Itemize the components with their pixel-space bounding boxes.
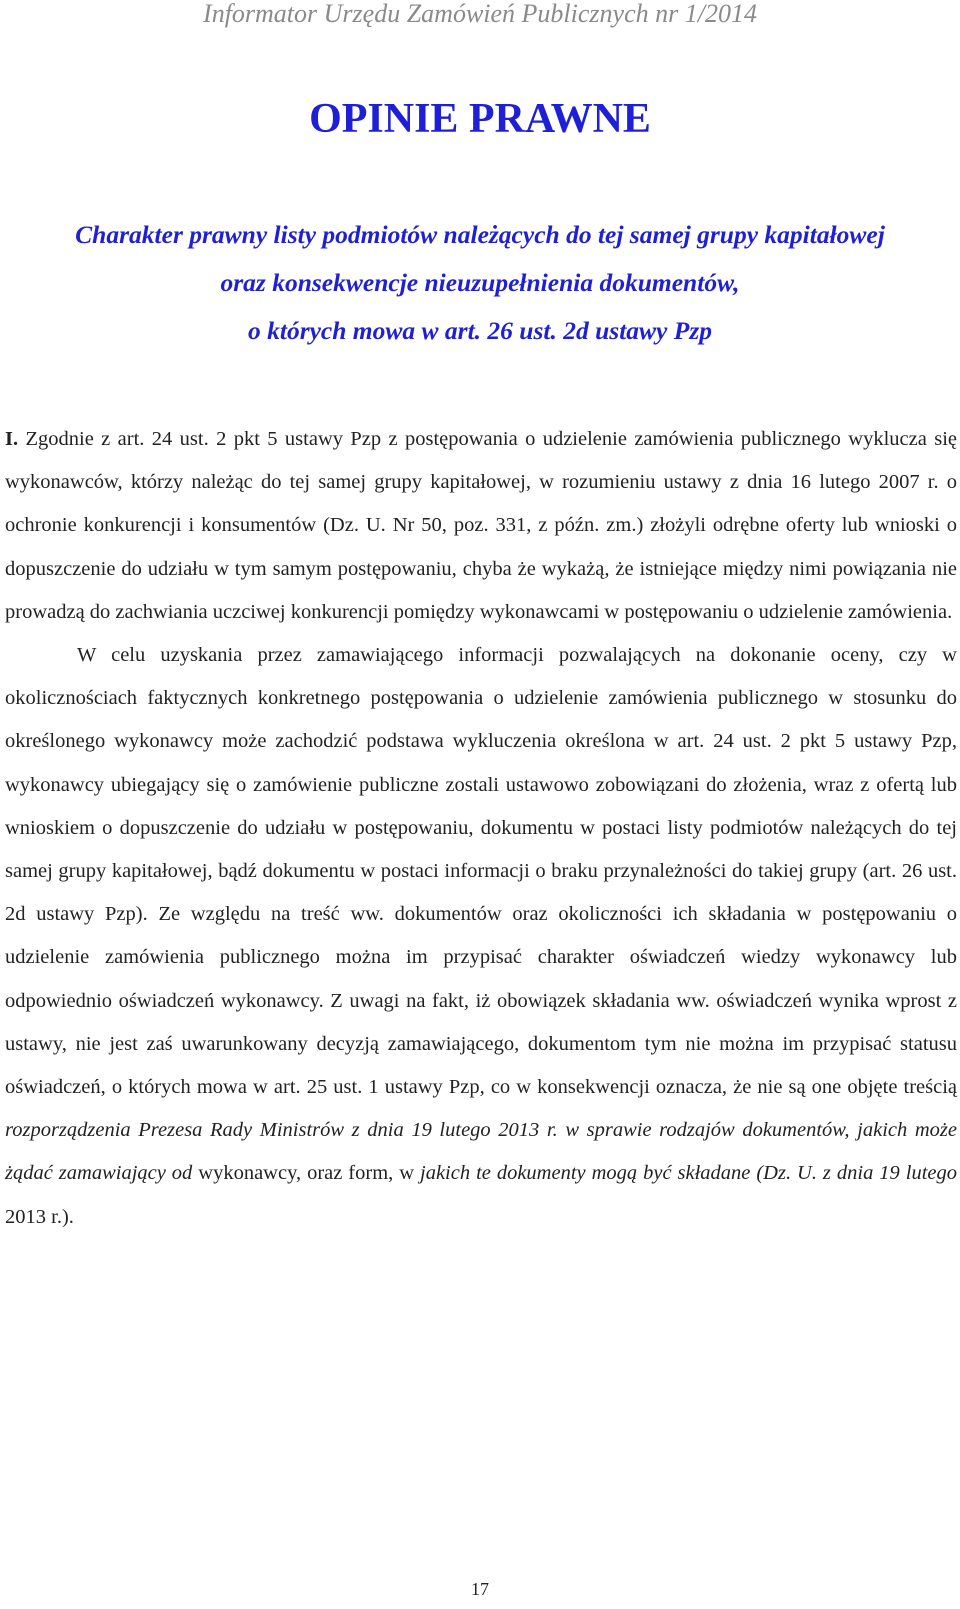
- paragraph-1: [5, 418, 957, 634]
- paragraph-2-text: W celu uzyskania przez zamawiającego informacji pozwalających na dokonanie oceny, czy w okolicznościach faktycznych konkretnego postępowania o udzielenie zamówienia publicznego w stosunku do określonego wykonawcy może zachodzić podstawa wykluczenia określona w art. 24 ust. 2 pkt 5 ustawy Pzp, wykonawcy ubiegający się o zamówienie publiczne zostali ustawowo zobowiązani do złożenia, wraz z ofertą lub wnioskiem o dopuszczenie do udziału w postępowaniu, dokumentu w postaci listy podmiotów należących do tej samej grupy kapitałowej, bądź dokumentu w postaci informacji o braku przynależności do takiej grupy (art. 26 ust. 2d ustawy Pzp). Ze względu na treść ww. dokumentów oraz okoliczności ich składania w postępowaniu o udzielenie zamówienia publicznego można im przypisać charakter oświadczeń wiedzy wykonawcy lub odpowiednio oświadczeń wykonawcy. Z uwagi na fakt, iż obowiązek składania ww. oświadczeń wynika wprost z ustawy, nie jest zaś uwarunkowany decyzją zamawiającego, dokumentom tym nie można im przypisać statusu oświadczeń, o których mowa w art. 25 ust. 1 ustawy Pzp, co w konsekwencji oznacza, że nie są one objęte treścią: [5, 644, 957, 1099]
- running-header: Informator Urzędu Zamówień Publicznych nr 1/2014: [203, 0, 757, 28]
- regulation-title-part-1: rozporządzenia Prezesa Rady Ministrów z dnia 19 lutego 2013 r. w sprawie rodzajów dokumentów, jakich może żądać zamawiający od: [5, 1119, 957, 1185]
- paragraph-1-text: Zgodnie z art. 24 ust. 2 pkt 5 ustawy Pzp z postępowania o udzielenie zamówienia publicznego wyklucza się wykonawców, którzy należąc do tej samej grupy kapitałowej, w rozumieniu ustawy z dnia 16 lutego 2007 r. o ochronie konkurencji i konsumentów (Dz. U. Nr 50, poz. 331, z późn. zm.) złożyli odrębne oferty lub wnioski o dopuszczenie do udziału w tym samym postępowaniu, chyba że wykażą, że istniejące między nimi powiązania nie prowadzą do zachwiania uczciwej konkurencji pomiędzy wykonawcami w postępowaniu o udzielenie zamówienia.: [5, 428, 957, 623]
- article-body: [5, 418, 957, 1239]
- paragraph-2-plain: wykonawcy, oraz form, w: [192, 1162, 421, 1185]
- section-number: I.: [5, 428, 19, 450]
- paragraph-2: [5, 634, 957, 1239]
- article-title: [0, 211, 960, 355]
- page-number: 17: [471, 1579, 489, 1599]
- article-title-line-2: oraz konsekwencje nieuzupełnienia dokumentów,: [220, 268, 740, 297]
- section-title: OPINIE PRAWNE: [309, 96, 651, 142]
- paragraph-2-end: 2013 r.).: [5, 1205, 74, 1228]
- article-title-line-1: Charakter prawny listy podmiotów należących do tej samej grupy kapitałowej: [75, 220, 885, 249]
- regulation-title-part-2: jakich te dokumenty mogą być składane (Dz. U. z dnia 19 lutego: [420, 1162, 957, 1185]
- article-title-line-3: o których mowa w art. 26 ust. 2d ustawy Pzp: [247, 316, 713, 345]
